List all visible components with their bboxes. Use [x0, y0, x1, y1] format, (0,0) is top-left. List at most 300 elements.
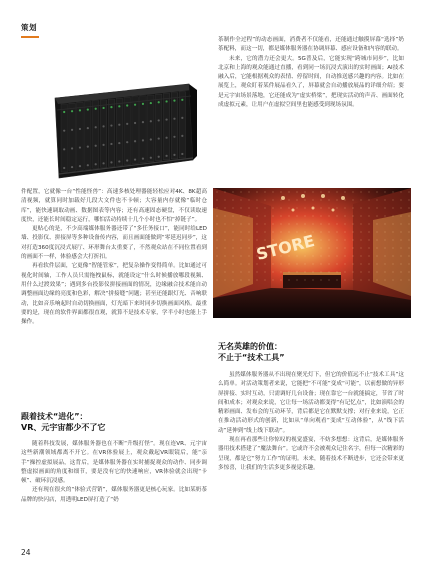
- server-port-dot: [110, 143, 112, 145]
- led-dot: [296, 207, 297, 208]
- led-dot: [328, 191, 329, 192]
- led-dot: [336, 255, 337, 256]
- server-port-dot: [87, 108, 89, 110]
- led-dot: [384, 263, 385, 264]
- server-port-dot: [173, 100, 175, 102]
- led-dot: [304, 247, 305, 248]
- led-dot: [392, 263, 393, 264]
- led-dot: [304, 279, 305, 280]
- paragraph: 随着科技发展，媒体服务器也在不断“升级打怪”。现在连VR、元宇宙这些新潮领域都离不开它。在VR体验展上，观众戴起VR眼镜后，能“亲手”操控虚拟展品，这背后，是媒体服务器在实时捕捉观众的动作、同步调整虚拟画面的角度和细节，要是没有它的快速响应，VR体验就会出现“卡顿”、破环沉浸感。: [21, 441, 207, 485]
- led-dot: [272, 279, 273, 280]
- server-module-slot: [179, 92, 185, 158]
- led-dot: [328, 215, 329, 216]
- led-dot: [376, 199, 377, 200]
- led-dot: [312, 271, 313, 272]
- led-dot: [240, 271, 241, 272]
- server-port-dot: [71, 110, 73, 112]
- led-dot: [352, 199, 353, 200]
- led-dot: [304, 207, 305, 208]
- led-dot: [296, 255, 297, 256]
- led-dot: [328, 239, 329, 240]
- led-dot: [232, 223, 233, 224]
- led-dot: [272, 255, 273, 256]
- led-dot: [376, 279, 377, 280]
- led-dot: [288, 271, 289, 272]
- led-dot: [408, 199, 409, 200]
- led-dot: [224, 231, 225, 232]
- led-dot: [232, 255, 233, 256]
- server-port-dot: [126, 141, 128, 143]
- led-dot: [240, 263, 241, 264]
- led-dot: [248, 231, 249, 232]
- server-port-dot: [150, 102, 152, 104]
- led-dot: [224, 215, 225, 216]
- server-port-dot: [79, 146, 81, 148]
- led-dot: [248, 199, 249, 200]
- led-dot: [296, 191, 297, 192]
- paragraph: 再看软件层面，它更像“智能管家”，把复杂操作变得简单。比如通过可视化时间轴，工作人员只需拖拽鼠标，就能设定“什么时候播放哪段视频、用什么过渡效果”；遇到多台投影仪拼接画面的情况，边缘融合技术能自动调整画面边缘的亮度和色彩，解决“拼接缝”问题；甚至还能跟灯光、音响联动，比如音乐响起时自动切换画面，灯光暗下来时同步切换画面风格。最重要的是，现在的软件界面都很直观，就算不是技术专家，学半小时也能上手操作。: [21, 263, 207, 326]
- led-dot: [320, 263, 321, 264]
- led-dot: [256, 223, 257, 224]
- led-dot: [336, 247, 337, 248]
- led-dot: [280, 255, 281, 256]
- led-dot: [264, 215, 265, 216]
- led-dot: [280, 247, 281, 248]
- subtitle-tech-evolution: [21, 412, 207, 433]
- led-dot: [320, 271, 321, 272]
- led-dot: [352, 255, 353, 256]
- led-dot: [392, 239, 393, 240]
- led-dot: [336, 215, 337, 216]
- led-dot: [288, 255, 289, 256]
- server-port-dot: [95, 145, 97, 147]
- server-port-dot: [181, 135, 183, 137]
- led-dot: [296, 263, 297, 264]
- server-module-slot: [148, 95, 154, 162]
- led-dot: [280, 207, 281, 208]
- led-dot: [232, 247, 233, 248]
- server-module-slot: [116, 98, 122, 165]
- led-dot: [336, 239, 337, 240]
- led-dot: [344, 239, 345, 240]
- led-dot: [392, 271, 393, 272]
- server-port-dot: [142, 139, 144, 141]
- server-module-slot: [163, 93, 169, 159]
- server-port-dot: [79, 128, 81, 130]
- led-dot: [352, 231, 353, 232]
- led-dot: [312, 199, 313, 200]
- led-dot: [384, 247, 385, 248]
- server-port-dot: [134, 140, 136, 142]
- led-dot: [240, 247, 241, 248]
- led-dot: [288, 223, 289, 224]
- led-dot: [352, 247, 353, 248]
- led-dot: [328, 223, 329, 224]
- led-dot: [320, 247, 321, 248]
- led-dot: [224, 199, 225, 200]
- led-dot: [408, 247, 409, 248]
- server-port-dot: [150, 120, 152, 122]
- led-dot: [384, 191, 385, 192]
- led-dot: [344, 263, 345, 264]
- led-dot: [368, 207, 369, 208]
- led-dot: [224, 247, 225, 248]
- led-dot: [408, 271, 409, 272]
- led-dot: [344, 279, 345, 280]
- led-dot: [224, 239, 225, 240]
- led-dot: [240, 199, 241, 200]
- led-dot: [360, 199, 361, 200]
- section-label: 策划: [21, 23, 37, 32]
- led-dot: [288, 215, 289, 216]
- led-dot: [352, 263, 353, 264]
- led-dot: [376, 191, 377, 192]
- led-dot: [264, 231, 265, 232]
- server-port-dot: [102, 162, 104, 164]
- server-port-dot: [165, 137, 167, 139]
- led-dot: [368, 199, 369, 200]
- led-dot: [400, 271, 401, 272]
- led-dot: [352, 271, 353, 272]
- led-dot: [408, 207, 409, 208]
- led-dot: [248, 215, 249, 216]
- led-dot: [232, 199, 233, 200]
- led-dot: [376, 231, 377, 232]
- server-port-dot: [134, 104, 136, 106]
- led-dot: [400, 191, 401, 192]
- server-module-slot: [69, 103, 75, 171]
- led-dot: [392, 223, 393, 224]
- server-port-dot: [165, 155, 167, 157]
- led-dot: [312, 191, 313, 192]
- page-number: 24: [21, 548, 31, 557]
- led-dot: [216, 239, 217, 240]
- led-dot: [240, 207, 241, 208]
- server-port-dot: [173, 118, 175, 120]
- led-dot: [256, 199, 257, 200]
- led-dot: [296, 239, 297, 240]
- led-dot: [344, 199, 345, 200]
- led-dot: [392, 215, 393, 216]
- led-dot: [408, 223, 409, 224]
- led-dot: [360, 239, 361, 240]
- led-dot: [248, 191, 249, 192]
- left-column-bottom: [21, 440, 207, 505]
- led-dot: [368, 271, 369, 272]
- led-dot: [224, 191, 225, 192]
- led-dot: [272, 263, 273, 264]
- led-dot: [264, 255, 265, 256]
- server-port-dot: [63, 130, 65, 132]
- server-port-dot: [63, 148, 65, 150]
- led-dot: [240, 239, 241, 240]
- led-dot: [336, 279, 337, 280]
- led-dot: [288, 263, 289, 264]
- led-dot: [336, 191, 337, 192]
- server-module-slot: [85, 102, 91, 170]
- led-dot: [256, 255, 257, 256]
- led-dot: [384, 199, 385, 200]
- subtitle-line: VR、元宇宙都少不了它: [21, 422, 106, 432]
- led-dot: [376, 239, 377, 240]
- server-module-slot: [77, 102, 83, 170]
- led-dot: [232, 207, 233, 208]
- paragraph: 未来，它的潜力还会更大。5G普及后，它能实现“跨城市同步”，比如北京和上海的观众能通过直播，看到同一场沉浸式演出的实时画面；AI技术融入后，它能根据观众的表情、停留时间，自动推送感兴趣的内容。比如在展览上，观众盯着某件展品看久了，屏幕就会自动播放展品的详细介绍；要是元宇宙场景落地，它还能成为“虚实桥梁”，把现实活动的声音、画面转化成虚拟元素，让用户在虚拟空间里也能感受到现场氛围。: [218, 55, 404, 109]
- subtitle-line: 不止于“技术工具”: [218, 352, 285, 362]
- led-dot: [360, 215, 361, 216]
- led-dot: [392, 207, 393, 208]
- server-port-dot: [79, 165, 81, 167]
- led-dot: [400, 247, 401, 248]
- led-dot: [216, 191, 217, 192]
- server-port-dot: [63, 167, 65, 169]
- led-dot: [320, 199, 321, 200]
- led-dot: [216, 279, 217, 280]
- server-port-dot: [110, 161, 112, 163]
- led-dot: [232, 239, 233, 240]
- led-dot: [384, 279, 385, 280]
- led-dot: [344, 215, 345, 216]
- led-dot: [360, 279, 361, 280]
- led-dot: [240, 279, 241, 280]
- led-dot: [216, 271, 217, 272]
- led-dot: [376, 215, 377, 216]
- server-port-dot: [87, 164, 89, 166]
- led-dot: [392, 279, 393, 280]
- led-dot: [344, 231, 345, 232]
- led-dot: [408, 255, 409, 256]
- led-dot: [256, 207, 257, 208]
- led-dot: [288, 239, 289, 240]
- led-dot: [328, 231, 329, 232]
- led-dot: [216, 207, 217, 208]
- led-dot: [376, 263, 377, 264]
- led-dot: [256, 263, 257, 264]
- led-dot: [248, 279, 249, 280]
- led-dot: [272, 271, 273, 272]
- led-dot: [320, 223, 321, 224]
- led-dot: [384, 223, 385, 224]
- led-dot: [328, 263, 329, 264]
- led-dot: [352, 239, 353, 240]
- paragraph: 件配置，它就像一台“性能怪兽”：高速多核处理器能轻松应对4K、8K超高清视频，就算同时加载好几段大文件也不卡顿；大容量内存就像“临时仓库”，能快速调取动画、数据图表等内容；还有高速固态硬盘，不仅读取速度快，还能长时间稳定运行，哪怕活动持续十几个小时也不怕“掉链子”。: [21, 189, 207, 223]
- led-dot: [264, 247, 265, 248]
- led-dot: [296, 215, 297, 216]
- led-dot: [264, 263, 265, 264]
- led-dot: [320, 239, 321, 240]
- led-dot: [400, 207, 401, 208]
- server-port-dot: [126, 123, 128, 125]
- led-dot: [312, 231, 313, 232]
- led-dot: [264, 191, 265, 192]
- led-dot: [232, 279, 233, 280]
- led-dot: [224, 271, 225, 272]
- server-module-slot: [171, 93, 177, 159]
- led-dot: [248, 239, 249, 240]
- led-dot: [312, 263, 313, 264]
- led-dot: [264, 239, 265, 240]
- led-dot: [272, 215, 273, 216]
- led-dot: [384, 231, 385, 232]
- server-port-dot: [165, 100, 167, 102]
- led-dot: [304, 199, 305, 200]
- server-port-dot: [150, 138, 152, 140]
- led-dot: [296, 247, 297, 248]
- led-dot: [272, 239, 273, 240]
- paragraph: 更贴心的是，不少高端媒体服务器还带了“多任务接口”，能同时给LED墙、投影仪、拼接屏等多种设备传内容，而且画面能做到“零延迟同步”，这对打造360度沉浸式展厅、环形舞台太重要了，不然观众站在不同位置看到的画面不一样，体验感会大打折扣。: [21, 226, 207, 261]
- server-port-dot: [173, 136, 175, 138]
- server-port-dot: [110, 124, 112, 126]
- led-dot: [232, 263, 233, 264]
- led-dot: [392, 191, 393, 192]
- led-dot: [336, 271, 337, 272]
- server-port-dot: [142, 158, 144, 160]
- server-port-dot: [126, 104, 128, 106]
- led-dot: [280, 231, 281, 232]
- led-dot: [272, 191, 273, 192]
- subtitle-line: 无名英雄的价值：: [218, 342, 282, 351]
- led-dot: [304, 255, 305, 256]
- led-dot: [384, 239, 385, 240]
- server-port-dot: [102, 107, 104, 109]
- led-dot: [232, 191, 233, 192]
- led-dot: [256, 271, 257, 272]
- server-port-dot: [181, 153, 183, 155]
- led-dot: [360, 247, 361, 248]
- server-module-slot: [132, 97, 138, 164]
- store-led-photo: [213, 188, 411, 318]
- led-dot: [368, 255, 369, 256]
- led-dot: [312, 255, 313, 256]
- led-dot: [352, 191, 353, 192]
- led-dot: [240, 231, 241, 232]
- led-dot: [408, 263, 409, 264]
- led-dot: [368, 279, 369, 280]
- led-dot: [264, 207, 265, 208]
- led-dot: [256, 215, 257, 216]
- led-dot: [216, 255, 217, 256]
- led-dot: [264, 279, 265, 280]
- led-dot: [336, 263, 337, 264]
- led-dot: [352, 279, 353, 280]
- led-dot: [400, 223, 401, 224]
- server-port-dot: [118, 105, 120, 107]
- led-dot: [408, 215, 409, 216]
- server-port-dot: [126, 159, 128, 161]
- led-dot: [256, 279, 257, 280]
- right-column-bottom: [218, 371, 404, 473]
- led-dot: [264, 199, 265, 200]
- led-dot: [344, 223, 345, 224]
- server-port-dot: [165, 118, 167, 120]
- server-module-slot: [124, 98, 130, 165]
- led-dot: [376, 223, 377, 224]
- led-dot: [344, 247, 345, 248]
- led-dot: [304, 191, 305, 192]
- server-port-dot: [102, 144, 104, 146]
- led-dot: [376, 247, 377, 248]
- led-dot: [304, 231, 305, 232]
- server-port-dot: [63, 111, 65, 113]
- led-dot: [400, 263, 401, 264]
- server-port-dot: [71, 147, 73, 149]
- led-dot: [336, 223, 337, 224]
- server-module-slot: [100, 100, 106, 167]
- led-dot: [320, 191, 321, 192]
- led-dot: [360, 255, 361, 256]
- led-dot: [312, 239, 313, 240]
- led-dot: [248, 207, 249, 208]
- paragraph: 茶制作全过程”的动态画面，消费者不仅能看，还能通过触摸屏幕“选择”奶茶配料，而这一切，都是媒体服务器在协调屏幕、感应设备和内容的联动。: [218, 37, 404, 53]
- server-port-dot: [118, 142, 120, 144]
- right-column-top: [218, 36, 404, 110]
- led-dot: [240, 191, 241, 192]
- led-dot: [312, 279, 313, 280]
- server-port-dot: [134, 158, 136, 160]
- led-dot: [352, 223, 353, 224]
- led-dot: [328, 279, 329, 280]
- left-column-top: [21, 188, 207, 327]
- led-dot: [272, 247, 273, 248]
- led-dot: [288, 199, 289, 200]
- led-dot: [336, 231, 337, 232]
- server-port-dot: [118, 160, 120, 162]
- led-dot: [248, 223, 249, 224]
- server-port-dot: [158, 101, 160, 103]
- led-dot: [360, 223, 361, 224]
- led-dot: [216, 231, 217, 232]
- led-dot: [296, 223, 297, 224]
- led-dot: [336, 207, 337, 208]
- server-module-slot: [140, 96, 146, 163]
- server-port-dot: [110, 106, 112, 108]
- led-dot: [360, 207, 361, 208]
- led-dot: [376, 207, 377, 208]
- led-dot: [280, 239, 281, 240]
- led-dot: [304, 215, 305, 216]
- led-dot: [248, 255, 249, 256]
- server-port-dot: [158, 137, 160, 139]
- led-dot: [304, 239, 305, 240]
- led-dot: [392, 255, 393, 256]
- led-dot: [280, 191, 281, 192]
- led-dot: [376, 271, 377, 272]
- led-dot: [328, 255, 329, 256]
- led-dot: [400, 239, 401, 240]
- led-dot: [392, 199, 393, 200]
- led-dot: [224, 263, 225, 264]
- led-dot: [408, 239, 409, 240]
- led-dot: [336, 199, 337, 200]
- led-dot: [344, 207, 345, 208]
- media-server-photo: [47, 74, 197, 184]
- led-dot: [320, 231, 321, 232]
- section-accent-rule: [21, 36, 39, 38]
- server-port-dot: [95, 126, 97, 128]
- led-dot: [280, 279, 281, 280]
- led-dot: [224, 279, 225, 280]
- store-sign: STORE: [254, 231, 317, 264]
- led-dot: [368, 263, 369, 264]
- led-dot: [320, 215, 321, 216]
- server-port-dot: [181, 99, 183, 101]
- led-dot: [328, 247, 329, 248]
- led-dot: [360, 231, 361, 232]
- led-dot: [248, 263, 249, 264]
- led-dot: [256, 247, 257, 248]
- led-dot: [360, 263, 361, 264]
- led-dot: [344, 191, 345, 192]
